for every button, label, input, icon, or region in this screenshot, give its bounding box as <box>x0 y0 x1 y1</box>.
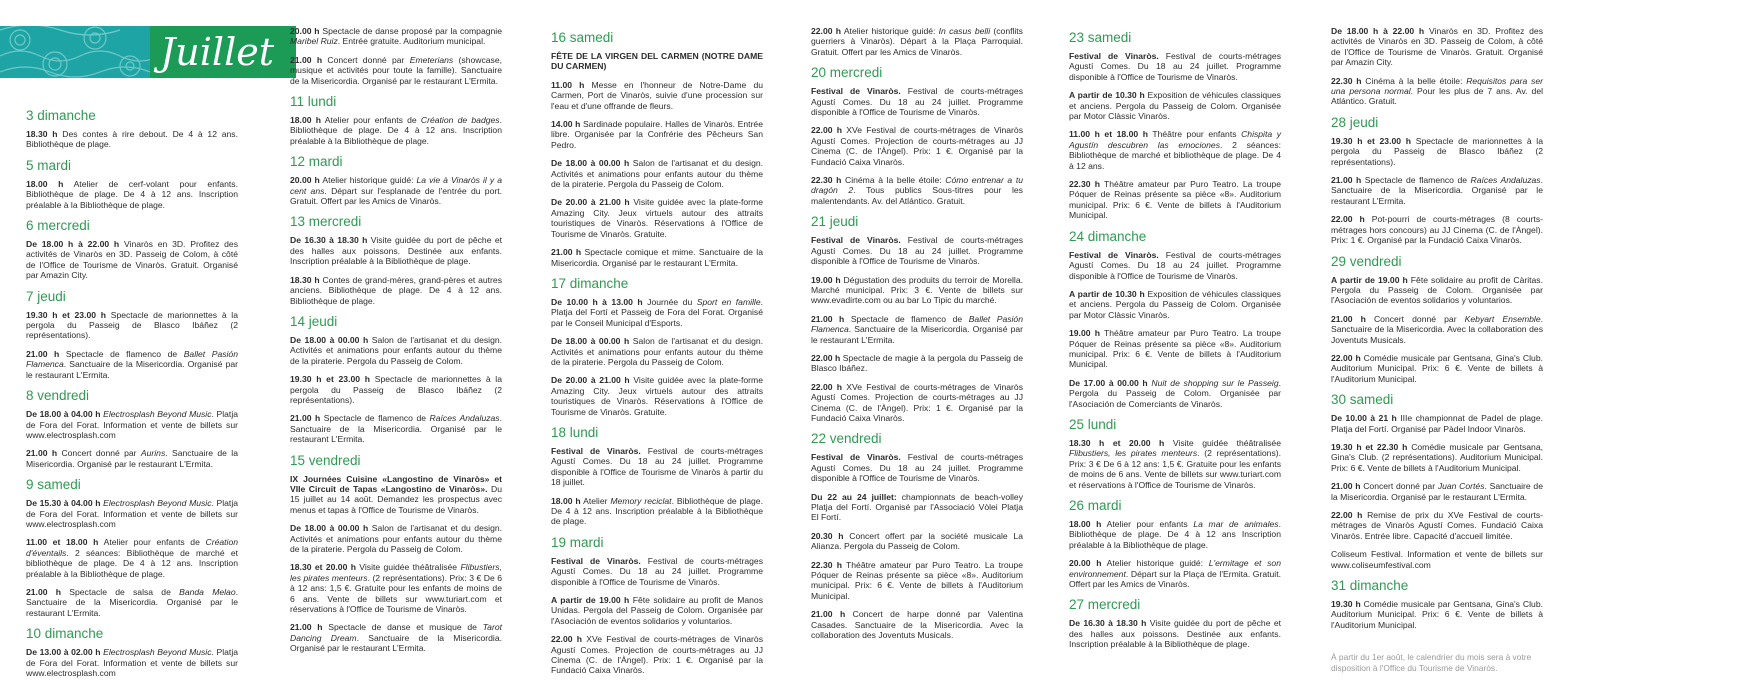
event-entry: 19.30 h et 23.00 h Spectacle de marionnettes à la pergola du Passeig de Blasco Ibáñez (2 représentations). <box>290 374 502 405</box>
event-entry: De 15.30 à 04.00 h Electrosplash Beyond Music. Platja de Fora del Forat. Information et vente de billets sur www.electrosplash.com <box>26 498 239 529</box>
day-heading: 8 vendredi <box>26 388 90 404</box>
event-entry: 22.00 h Atelier historique guidé: In casus belli (conflits guerriers à Vinaròs). Départ à la Plaça Parroquial. Gratuit. Offert par les Amics de Vinaròs. <box>811 26 1023 57</box>
event-entry: 22.00 h XVe Festival de courts-métrages de Vinaròs Agustí Comes. Projection de courts-métrages au JJ Cinema (C. de l'Àngel). Prix: 1 €. Organisé par la Fundació Caixa Vinaròs. <box>811 381 1023 423</box>
event-entry: 21.00 h Spectacle de flamenco de Ballet Pasión Flamenca. Sanctuaire de la Misericordia. Organisé par le restaurant L'Ermita. <box>811 313 1023 345</box>
column-4 <box>811 26 1023 648</box>
event-entry: De 18.00 h à 22.00 h Vinaròs en 3D. Profitez des activités de Vinaròs en 3D. Passeig de Colom, à côté de l'Office de Tourisme de Vinaròs. Gratuit. Organisé par Amazin City. <box>26 239 238 281</box>
event-entry: 22.00 h Pot-pourri de courts-métrages (8 courts-métrages hors concours) au JJ Cinema (C. de l'Àngel). Prix: 1 €. Organisé par la Fundació Caixa Vinaròs. <box>1331 214 1543 246</box>
event-entry: A partir de 10.30 h Exposition de véhicules classiques et anciens. Pergola du Passeig de Colom. Organisée par Motor Clàssic Vinaròs. <box>1069 288 1281 320</box>
day-heading: 3 dimanche <box>26 108 96 123</box>
event-entry: Festival de Vinaròs. Festival de courts-métrages Agustí Comes. Du 18 au 24 juillet. Programme disponible à l'Office de Tourisme de Vinaròs à partir du 18 juillet. <box>551 445 764 488</box>
day-heading: 25 lundi <box>1069 416 1117 432</box>
day-heading: 24 dimanche <box>1069 228 1147 244</box>
event-entry: De 18.00 à 00.00 h Salon de l'artisanat et du design. Activités et animations pour enfants autour du thème de la piraterie. Pergola du Passeig de Colom. <box>290 523 503 554</box>
event-entry: 18.30 h Des contes à rire debout. De 4 à 12 ans. Bibliothèque de plage. <box>26 129 238 150</box>
event-entry: 11.00 h et 18.00 h Théâtre pour enfants Chispita y Agustín descubren las emociones. 2 séances: Bibliothèque de marché et bibliothèque de plage. De 4 à 12 ans. <box>1069 129 1282 171</box>
event-entry: 21.00 h Spectacle de salsa de Banda Melao. Sanctuaire de la Misericordia. Organisé par le restaurant L'Ermita. <box>26 586 238 618</box>
event-entry: 21.00 h Spectacle de flamenco de Raíces Andaluzas. Sanctuaire de la Misericordia. Organisé par le restaurant L'Ermita. <box>1331 175 1543 206</box>
event-entry: 18.00 h Atelier pour enfants de Création de badges. Bibliothèque de plage. De 4 à 12 ans. Inscription préalable à la Bibliothèque de plage. <box>290 115 502 146</box>
event-entry: De 18.00 à 04.00 h Electrosplash Beyond Music. Platja de Fora del Forat. Information et vente de billets sur www.electrosplash.com <box>26 409 239 440</box>
event-entry: 20.00 h Spectacle de danse proposé par la compagnie Maribel Ruiz. Entrée gratuite. Auditorium municipal. <box>290 26 502 47</box>
event-entry: 22.00 h Remise de prix du XVe Festival de courts-métrages de Vinaròs Agustí Comes. Fundació Caixa Vinaròs. Entrée libre. Capacité d'accueil limitée. <box>1331 510 1543 541</box>
event-entry: 19.00 h Dégustation des produits du terroir de Morella. Marché municipal. Prix: 3 €. Vente de billets sur www.evadirte.com ou au bar Lo Tipic du marché. <box>811 274 1023 306</box>
event-entry: De 10.00 à 21 h IIIe championnat de Padel de plage. Platja del Fortí. Organisé par Pàdel Indoor Vinaròs. <box>1331 413 1543 434</box>
day-heading: 16 samedi <box>551 30 614 45</box>
day-heading: 17 dimanche <box>551 275 629 291</box>
event-entry: 22.30 h Théâtre amateur par Puro Teatro. La troupe Póquer de Reinas présente sa pièce «8». Auditorium municipal. Prix: 6 €. Vente de billets à l'Auditorium Municipal. <box>1069 179 1281 221</box>
event-entry: 18.30 et 20.00 h Visite guidée théâtralisée Flibustiers, les pirates menteurs. (2 représentations). Prix: 3 € De 6 à 12 ans: 1,5 €. Gratuite pour les enfants de moins de 6 ans. Vente de billets sur www.turiart.com et réservations à l'Office de Tourisme de Vinaròs. <box>290 562 502 615</box>
event-entry: 21.00 h Spectacle de danse et musique de Tarot Dancing Dream. Sanctuaire de la Misericordia. Organisé par le restaurant L'Ermita. <box>290 622 503 654</box>
day-heading: 26 mardi <box>1069 498 1122 513</box>
event-entry: 18.30 h et 20.00 h Visite guidée théâtralisée Flibustiers, les pirates menteurs. (2 représentations). Prix: 3 € De 6 à 12 ans: 1,5 €. Gratuite pour les enfants de moins de 6 ans. Vente de billets sur www.turiart.com et réservations à l'Office de Tourisme de Vinaròs. <box>1069 437 1282 490</box>
event-entry: De 18.00 à 00.00 h Salon de l'artisanat et du design. Activités et animations pour enfants autour du thème de la piraterie. Pergola du Passeig de Colom. <box>551 336 764 367</box>
event-entry: 19.30 h et 23.00 h Spectacle de marionnettes à la pergola du Passeig de Blasco Ibáñez (2 représentations). <box>26 309 238 341</box>
column-1 <box>26 104 238 686</box>
event-entry: 21.00 h Concert donné par Emeterians (showcase, musique et activités pour toute la famille). Sanctuaire de la Misericordia. Organisé par le restaurant L'Ermita. <box>290 54 502 86</box>
day-heading: 30 samedi <box>1331 392 1394 408</box>
event-entry: 14.00 h Sardinade populaire. Halles de Vinaròs. Entrée libre. Organisée par la Confrérie des Pêcheurs San Pedro. <box>551 119 763 150</box>
event-entry: 19.00 h Théâtre amateur par Puro Teatro. La troupe Póquer de Reinas présente sa pièce «8». Auditorium municipal. Prix: 6 €. Vente de billets à l'Auditorium Municipal. <box>1069 328 1281 370</box>
event-entry: De 18.00 à 00.00 h Salon de l'artisanat et du design. Activités et animations pour enfants autour du thème de la piraterie. Pergola du Passeig de Colom. <box>290 334 503 366</box>
event-entry: 18.30 h Contes de grand-mères, grand-pères et autres anciens. Bibliothèque de plage. De 4 à 12 ans. Bibliothèque de plage. <box>290 274 502 306</box>
event-entry: De 17.00 à 00.00 h Nuit de shopping sur le Passeig. Pergola du Passeig de Colom. Organisée par l'Asociación de Comerciants de Vinaròs. <box>1069 377 1281 409</box>
event-entry: 20.00 h Atelier historique guidé: La vie à Vinaròs il y a cent ans. Départ sur l'esplanade de l'entrée du port. Gratuit. Offert par les Amics de Vinaròs. <box>290 175 502 207</box>
event-entry: Du 22 au 24 juillet: championnats de beach-volley Platja del Fortí. Organisé par l'Associació Vòlei Platja El Fortí. <box>811 491 1023 523</box>
event-entry: 21.00 h Spectacle comique et mime. Sanctuaire de la Misericordia. Organisé par le restaurant L'Ermita. <box>551 247 763 268</box>
day-heading: 22 vendredi <box>811 431 882 447</box>
event-entry: A partir de 19.00 h Fête solidaire au profit de Manos Unidas. Pergola del Passeig de Colom. Organisée par l'Asociación de eventos solidarios y voluntarios. <box>551 595 763 626</box>
column-2 <box>290 26 502 662</box>
event-entry: 21.00 h Concert donné par Aurins. Sanctuaire de la Misericordia. Organisé par le restaurant L'Ermita. <box>26 448 238 469</box>
event-entry: 20.30 h Concert offert par la société musicale La Alianza. Pergola du Passeig de Colom. <box>811 530 1023 552</box>
event-entry: 21.00 h Spectacle de flamenco de Ballet Pasión Flamenca. Sanctuaire de la Misericordia. Organisé par le restaurant L'Ermita. <box>26 348 238 380</box>
event-entry: A partir de 10.30 h Exposition de véhicules classiques et anciens. Pergola du Passeig de Colom. Organisée par Motor Clàssic Vinaròs. <box>1069 90 1281 122</box>
month-title: Juillet <box>160 30 274 74</box>
event-entry: FÊTE DE LA VIRGEN DEL CARMEN (NOTRE DAME DU CARMEN) <box>551 51 763 72</box>
event-entry: 18.00 h Atelier pour enfants La mar de animales. Bibliothèque de plage. De 4 à 12 ans Inscription préalable à la Bibliothèque de plage. <box>1069 519 1281 550</box>
day-heading: 14 jeudi <box>290 313 338 329</box>
month-banner <box>0 26 296 78</box>
event-entry: De 10.00 h à 13.00 h Journée du Sport en famille. Platja del Fortí et Passeig de Fora del Forat. Organisé par le Conseil Municipal d'Esports. <box>551 296 763 328</box>
event-entry: Festival de Vinaròs. Festival de courts-métrages Agustí Comes. Du 18 au 24 juillet. Programme disponible à l'Office de Tourisme de Vinaròs. <box>1069 249 1282 281</box>
event-entry: 21.00 h Concert donné par Kebyart Ensemble. Sanctuaire de la Misericordia. Avec la collaboration des Joventuts Musicals. <box>1331 313 1543 345</box>
footer-note: À partir du 1er août, le calendrier du mois sera à votre disposition à l'Office du Tourisme de Vinaròs. <box>1331 652 1532 673</box>
event-entry: 11.00 h Messe en l'honneur de Notre-Dame du Carmen, Port de Vinaròs, suivie d'une procession sur l'eau et d'une offrande de fleurs. <box>551 79 764 111</box>
event-entry: De 20.00 à 21.00 h Visite guidée avec la plate-forme Amazing City. Jeux virtuels autour des attraits touristiques de Vinaròs. Réservations à l'Office de Tourisme de Vinaròs. Gratuite. <box>551 375 763 417</box>
day-heading: 29 vendredi <box>1331 253 1402 269</box>
event-entry: 22.00 h XVe Festival de courts-métrages de Vinaròs Agustí Comes. Projection de courts-métrages au JJ Cinema (C. de l'Àngel). Prix: 1 €. Organisé par la Fundació Caixa Vinaròs. <box>551 634 763 676</box>
event-entry: Coliseum Festival. Information et vente de billets sur www.coliseumfestival.com <box>1331 549 1543 570</box>
day-heading: 15 vendredi <box>290 452 361 468</box>
event-entry: 22.00 h XVe Festival de courts-métrages de Vinaròs Agustí Comes. Projection de courts-métrages au JJ Cinema (C. de l'Àngel). Prix: 1 €. Organisé par la Fundació Caixa Vinaròs. <box>811 125 1023 167</box>
day-heading: 20 mercredi <box>811 65 883 81</box>
day-heading: 12 mardi <box>290 154 343 170</box>
event-entry: 22.30 h Cinéma à la belle étoile: Cómo entrenar a tu dragón 2. Tous publics Sous-titres pour les malentendants. Av. del Atlántico. Gratuit. <box>811 175 1023 206</box>
event-entry: IX Journées Cuisine «Langostino de Vinaròs» et VIIe Circuit de Tapas «Langostino de Vinaròs». Du 15 juillet au 14 août. Demandez les prospectus avec menus et tapas à l'Office de Tourisme de Vinaròs. <box>290 473 503 515</box>
day-heading: 6 mercredi <box>26 218 90 234</box>
day-heading: 31 dimanche <box>1331 578 1409 594</box>
column-6 <box>1331 26 1543 673</box>
event-entry: 22.30 h Cinéma à la belle étoile: Requisitos para ser una persona normal. Pour les plus de 7 ans. Av. del Atlántico. Gratuit. <box>1331 75 1544 107</box>
event-entry: 18.00 h Atelier de cerf-volant pour enfants. Bibliothèque de plage. De 4 à 12 ans. Inscription préalable à la Bibliothèque de plage. <box>26 178 238 210</box>
event-entry: 20.00 h Atelier historique guidé: L'ermitage et son environnement. Départ sur la Plaça de l'Ermita. Gratuit. Offert par les Amics de Vinaròs. <box>1069 558 1281 590</box>
event-entry: 19.30 h Comédie musicale par Gentsana, Gina's Club. Auditorium Municipal. Prix: 6 €. Vente de billets à l'Auditorium Municipal. <box>1331 599 1543 630</box>
decorative-pattern <box>0 26 150 78</box>
event-entry: De 18.00 h à 22.00 h Vinaròs en 3D. Profitez des activités de Vinaròs en 3D. Passeig de Colom, à côté de l'Office de Tourisme de Vinaròs. Gratuit. Organisé par Amazin City. <box>1331 26 1543 68</box>
day-heading: 9 samedi <box>26 477 81 493</box>
event-entry: 22.00 h Comédie musicale par Gentsana, Gina's Club. Auditorium Municipal. Prix: 6 €. Vente de billets à l'Auditorium Municipal. <box>1331 352 1543 384</box>
day-heading: 18 lundi <box>551 424 599 440</box>
day-heading: 27 mercredi <box>1069 597 1141 613</box>
event-entry: Festival de Vinaròs. Festival de courts-métrages Agustí Comes. Du 18 au 24 juillet. Programme disponible à l'Office de Tourisme de Vinaròs. <box>551 555 764 587</box>
event-entry: Festival de Vinaròs. Festival de courts-métrages Agustí Comes. Du 18 au 24 juillet. Programme disponible à l'Office de Tourisme de Vinaròs. <box>1069 51 1282 82</box>
event-entry: De 16.30 à 18.30 h Visite guidée du port de pêche et des halles aux poissons. Destinée aux enfants. Inscription préalable à la Bibliothèque de plage. <box>1069 618 1281 650</box>
event-entry: 19.30 h et 22.30 h Comédie musicale par Gentsana, Gina's Club. (2 représentations). Auditorium Municipal. Prix: 6 €. Vente de billets à l'Auditorium Municipal. <box>1331 441 1543 473</box>
event-entry: A partir de 19.00 h Fête solidaire au profit de Càritas. Pergola du Passeig de Colom. Organisée par l'Asociación de eventos solidarios y voluntarios. <box>1331 274 1543 306</box>
event-entry: De 16.30 à 18.30 h Visite guidée du port de pêche et des halles aux poissons. Destinée aux enfants. Inscription préalable à la Bibliothèque de plage. <box>290 235 502 267</box>
event-entry: 22.00 h Spectacle de magie à la pergola du Passeig de Blasco Ibáñez. <box>811 352 1023 374</box>
day-heading: 7 jeudi <box>26 288 66 304</box>
event-entry: De 20.00 à 21.00 h Visite guidée avec la plate-forme Amazing City. Jeux virtuels autour des attraits touristiques de Vinaròs. Réservations à l'Office de Tourisme de Vinaròs. Gratuite. <box>551 197 763 239</box>
day-heading: 23 samedi <box>1069 30 1132 45</box>
event-entry: De 18.00 à 00.00 h Salon de l'artisanat et du design. Activités et animations pour enfants autour du thème de la piraterie. Pergola du Passeig de Colom. <box>551 158 764 190</box>
event-entry: 21.00 h Concert de harpe donné par Valentina Casades. Sanctuaire de la Misericordia. Avec la collaboration des Joventuts Musicals. <box>811 609 1023 641</box>
day-heading: 11 lundi <box>290 94 337 110</box>
event-entry: Festival de Vinaròs. Festival de courts-métrages Agustí Comes. Du 18 au 24 juillet. Programme disponible à l'Office de Tourisme de Vinaròs. <box>811 235 1024 267</box>
event-entry: Festival de Vinaròs. Festival de courts-métrages Agustí Comes. Du 18 au 24 juillet. Programme disponible à l'Office de Tourisme de Vinaròs. <box>811 86 1024 118</box>
day-heading: 19 mardi <box>551 534 604 550</box>
day-heading: 13 mercredi <box>290 214 362 230</box>
event-entry: 18.00 h Atelier Memory reciclat. Bibliothèque de plage. De 4 à 12 ans. Inscription préalable à la Bibliothèque de plage. <box>551 495 763 527</box>
day-heading: 21 jeudi <box>811 214 859 230</box>
event-entry: 11.00 et 18.00 h Atelier pour enfants de Création d'éventails. 2 séances: Bibliothèque de marché et bibliothèque de plage. De 4 à 12 ans. Inscription préalable à la Bibliothèque de plage. <box>26 537 238 579</box>
event-entry: 21.00 h Concert donné par Juan Cortés. Sanctuaire de la Misericordia. Organisé par le restaurant L'Ermita. <box>1331 481 1543 502</box>
day-heading: 5 mardi <box>26 157 72 173</box>
event-entry: 22.30 h Théâtre amateur par Puro Teatro. La troupe Póquer de Reinas présente sa pièce «8». Auditorium municipal. Prix: 6 €. Vente de billets à l'Auditorium Municipal. <box>811 559 1023 601</box>
column-5 <box>1069 26 1281 658</box>
event-entry: 19.30 h et 23.00 h Spectacle de marionnettes à la pergola du Passeig de Blasco Ibáñez (2 représentations). <box>1331 135 1543 167</box>
event-entry: De 13.00 à 02.00 h Electrosplash Beyond Music. Platja de Fora del Forat. Information et vente de billets sur www.electrosplash.com <box>26 647 239 678</box>
day-heading: 10 dimanche <box>26 626 104 642</box>
event-entry: Festival de Vinaròs. Festival de courts-métrages Agustí Comes. Du 18 au 24 juillet. Programme disponible à l'Office de Tourisme de Vinaròs. <box>811 452 1024 484</box>
event-entry: 21.00 h Spectacle de flamenco de Raíces Andaluzas. Sanctuaire de la Misericordia. Organisé par le restaurant L'Ermita. <box>290 413 502 445</box>
column-3 <box>551 26 763 684</box>
day-heading: 28 jeudi <box>1331 114 1379 130</box>
